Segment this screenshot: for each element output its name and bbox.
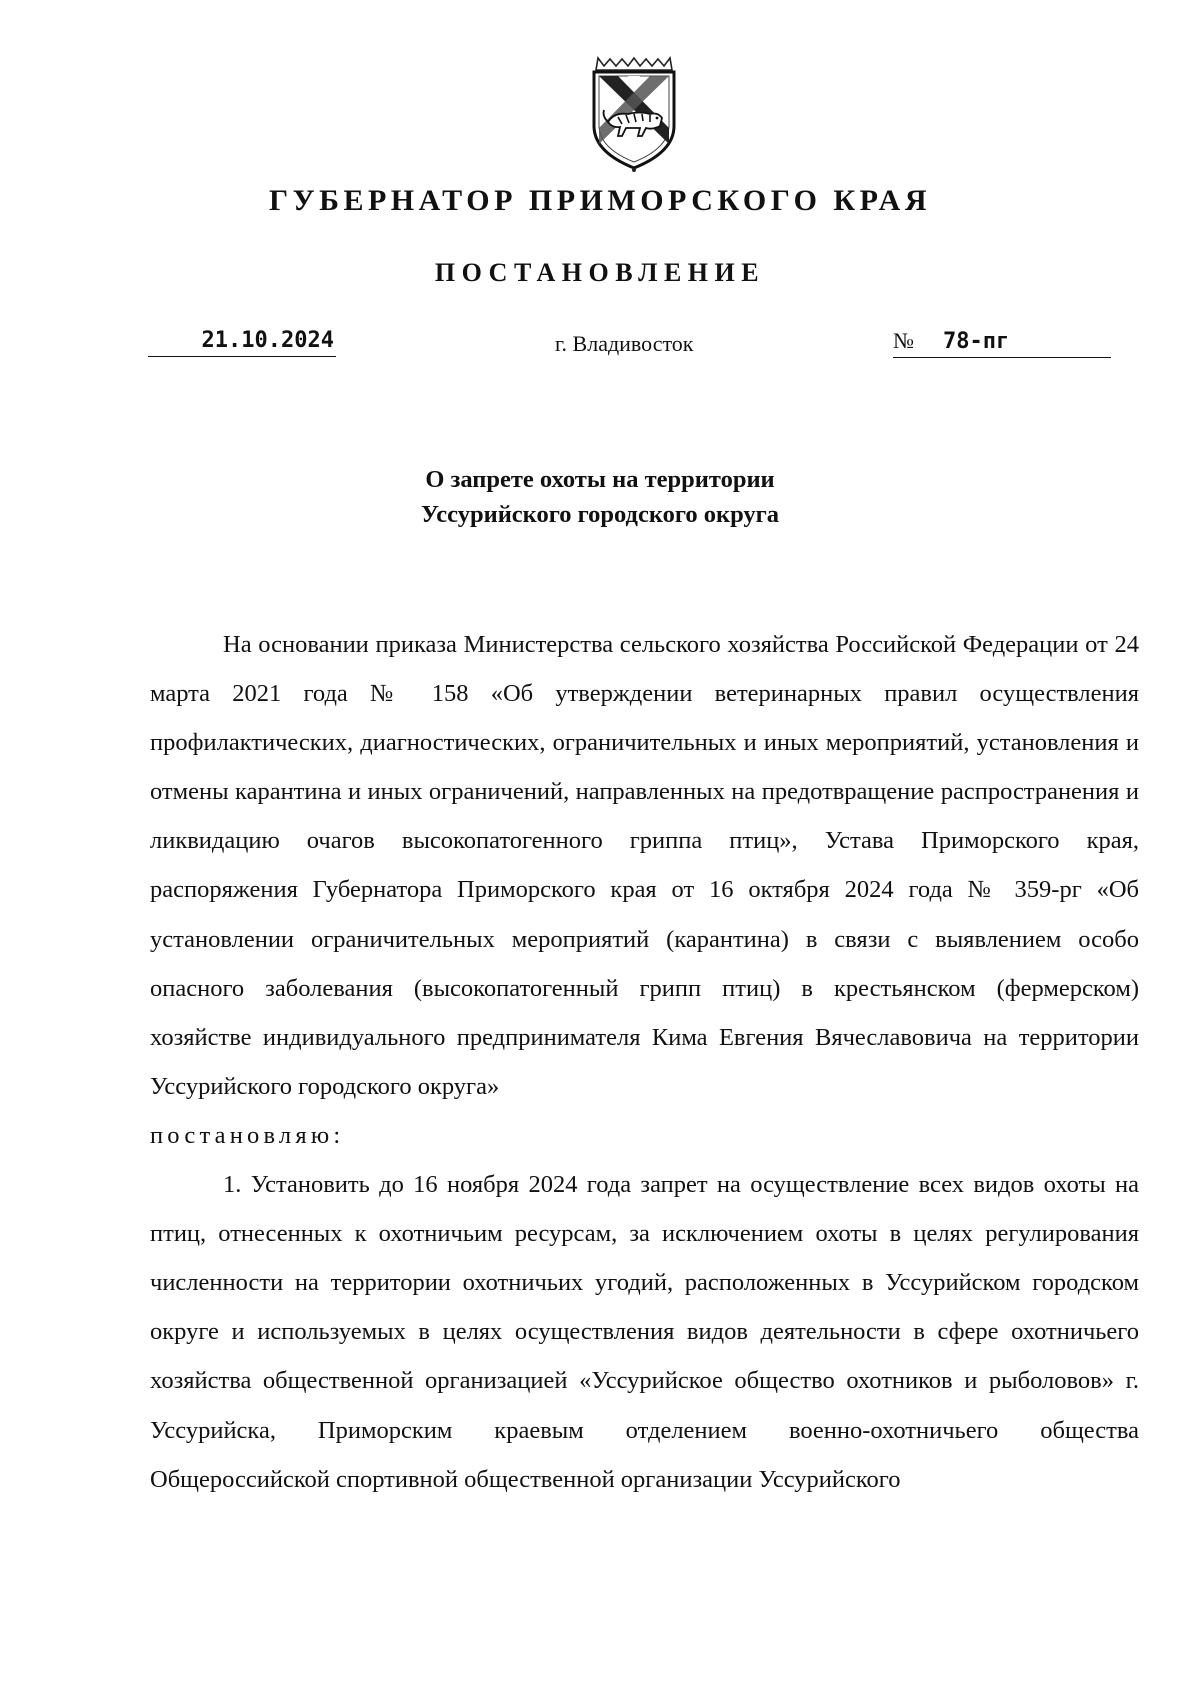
preamble-paragraph: На основании приказа Министерства сельского хозяйства Российской Федерации от 24 марта 2021 года № 158 «Об утверждении ветеринарных правил осуществления профилактических, диагностических, ограничительных и иных мероприятий, установления и отмены карантина и иных ограничений, направленных на предотвращение распространения и ликвидацию очагов высокопатогенного гриппа птиц», Устава Приморского края, распоряжения Губернатора Приморского края от 16 октября 2024 года № 359-рг «Об установлении ограничительных мероприятий (карантина) в связи с выявлением особо опасного заболевания (высокопатогенный грипп птиц) в крестьянском (фермерском) хозяйстве индивидуального предпринимателя Кима Евгения Вячеславовича на территории Уссурийского городского округа» xyxy=(150,631,1139,1100)
document-number xyxy=(893,326,1111,358)
resolve-line: постановляю: xyxy=(150,1121,345,1149)
document-date: 21.10.2024 xyxy=(148,326,336,357)
document-body xyxy=(150,620,1139,1504)
coat-of-arms-icon xyxy=(588,56,680,174)
title-line-2: Уссурийского городского округа xyxy=(420,501,780,528)
item-1-paragraph: 1. Установить до 16 ноября 2024 года запрет на осуществление всех видов охоты на птиц, отнесенных к охотничьим ресурсам, за исключением охоты в целях регулирования численности на территории охотничьих угодий, расположенных в Уссурийском городском округе и используемых в целях осуществления видов деятельности в сфере охотничьего хозяйства общественной организацией «Уссурийское общество охотников и рыболовов» г. Уссурийска, Приморским краевым отделением военно-охотничьего общества Общероссийской спортивной общественной организации Уссурийского xyxy=(150,1171,1139,1493)
document-title xyxy=(0,462,1200,532)
title-line-1: О запрете охоты на территории xyxy=(425,466,775,493)
number-value: 78-пг xyxy=(943,329,1010,354)
number-sign: № xyxy=(893,328,914,353)
document-city: г. Владивосток xyxy=(555,331,694,356)
issuing-authority: ГУБЕРНАТОР ПРИМОРСКОГО КРАЯ xyxy=(269,184,931,217)
document-type: ПОСТАНОВЛЕНИЕ xyxy=(434,258,766,287)
